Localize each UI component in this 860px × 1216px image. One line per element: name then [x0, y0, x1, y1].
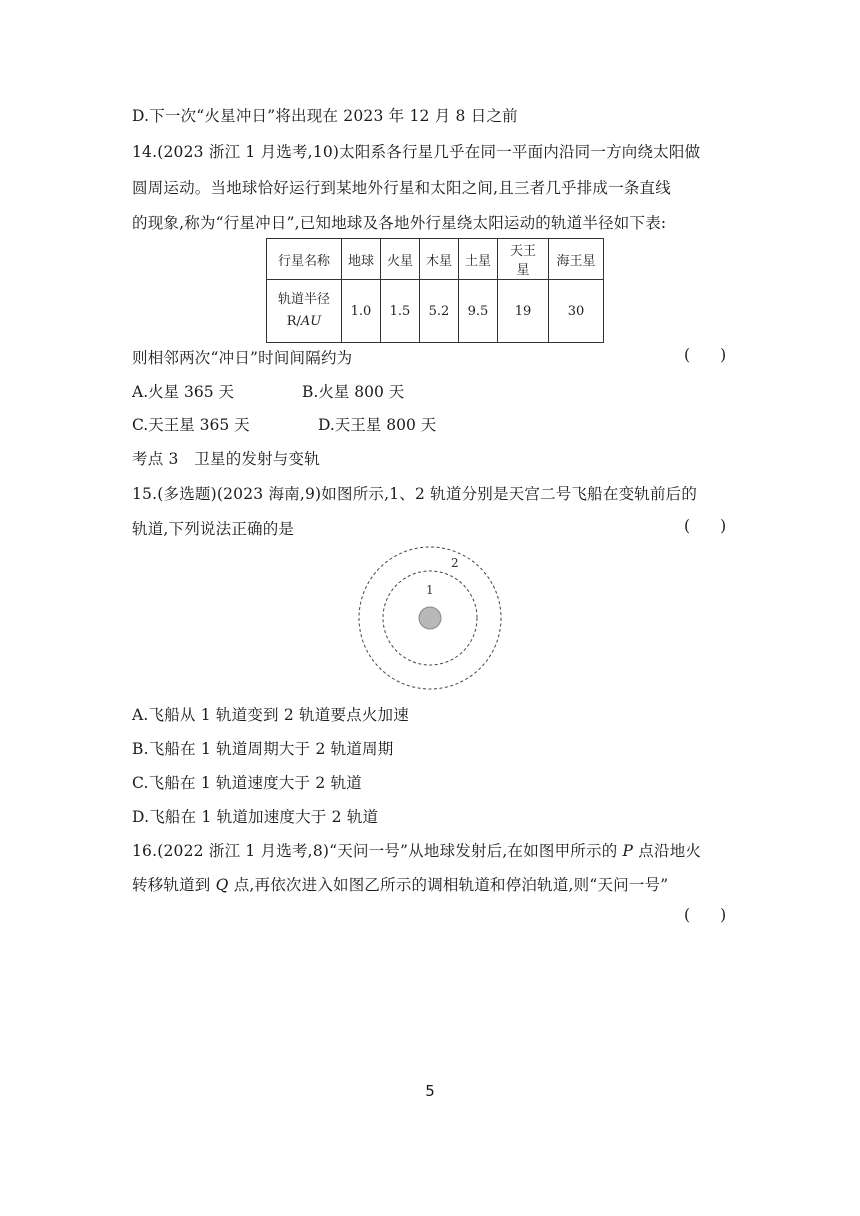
planet-mars: 火星	[381, 239, 420, 280]
paren-close: )	[720, 906, 727, 924]
q14-line1: 14.(2023 浙江 1 月选考,10)太阳系各行星几乎在同一平面内沿同一方向绕太阳做	[132, 143, 701, 161]
paren-open: (	[684, 517, 691, 535]
radius-uranus: 19	[498, 280, 549, 343]
q15-answer-blank	[684, 517, 726, 535]
row-label-line2	[273, 311, 335, 333]
radius-mars: 1.5	[381, 280, 420, 343]
q15-line1: 15.(多选题)(2023 海南,9)如图所示,1、2 轨道分别是天宫二号飞船在变轨前后的	[132, 485, 698, 503]
q15-line2: 轨道,下列说法正确的是	[132, 520, 295, 538]
radius-earth: 1.0	[342, 280, 381, 343]
q14-option-c: C.天王星 365 天	[132, 416, 250, 434]
q16-line1	[132, 839, 701, 861]
planet-earth: 地球	[342, 239, 381, 280]
radius-neptune: 30	[549, 280, 604, 343]
radius-saturn: 9.5	[459, 280, 498, 343]
orbit-2-label: 2	[451, 556, 459, 570]
point-q-label: Q	[215, 876, 229, 894]
row-label-line1: 轨道半径	[277, 292, 330, 307]
q16-answer-blank	[684, 906, 726, 924]
point-p-label: P	[622, 842, 634, 860]
q16-line1-end: 点沿地火	[633, 842, 702, 860]
planet-body	[419, 607, 441, 629]
planet-saturn: 土星	[459, 239, 498, 280]
paren-close: )	[720, 517, 727, 535]
table-header-row	[267, 239, 604, 280]
page-number: 5	[425, 1082, 435, 1100]
q14-option-d: D.天王星 800 天	[318, 416, 437, 434]
radius-jupiter: 5.2	[420, 280, 459, 343]
section-heading: 考点 3 卫星的发射与变轨	[132, 450, 320, 468]
orbit-diagram	[356, 544, 506, 694]
q13-option-d: D.下一次“火星冲日”将出现在 2023 年 12 月 8 日之前	[132, 107, 518, 125]
planet-jupiter: 木星	[420, 239, 459, 280]
row-label-unit: AU	[300, 314, 322, 329]
table-radius-row	[267, 280, 604, 343]
q14-line3: 的现象,称为“行星冲日”,已知地球及各地外行星绕太阳运动的轨道半径如下表:	[132, 214, 667, 232]
q15-option-d: D.飞船在 1 轨道加速度大于 2 轨道	[132, 808, 379, 826]
planet-uranus: 天王星	[498, 239, 549, 280]
orbit-radius-table	[266, 238, 604, 343]
paren-close: )	[720, 346, 727, 364]
q15-option-a: A.飞船从 1 轨道变到 2 轨道要点火加速	[132, 706, 409, 724]
row-label-prefix: R/	[286, 314, 301, 329]
q15-option-c: C.飞船在 1 轨道速度大于 2 轨道	[132, 774, 362, 792]
header-label: 行星名称	[267, 239, 342, 280]
planet-neptune: 海王星	[549, 239, 604, 280]
paren-open: (	[684, 906, 691, 924]
q14-option-a: A.火星 365 天	[132, 383, 235, 401]
q16-line2-end: 点,再依次进入如图乙所示的调相轨道和停泊轨道,则“天问一号”	[228, 876, 669, 894]
q14-answer-blank	[684, 346, 726, 364]
paren-open: (	[684, 346, 691, 364]
q15-option-b: B.飞船在 1 轨道周期大于 2 轨道周期	[132, 740, 394, 758]
orbit-1-label: 1	[426, 583, 434, 597]
q16-line2	[132, 873, 668, 895]
q16-line2-text: 转移轨道到	[132, 876, 216, 894]
q14-question: 则相邻两次“冲日”时间间隔约为	[132, 349, 353, 367]
q14-line2: 圆周运动。当地球恰好运行到某地外行星和太阳之间,且三者几乎排成一条直线	[132, 179, 671, 197]
q16-line1-text: 16.(2022 浙江 1 月选考,8)“天问一号”从地球发射后,在如图甲所示的	[132, 842, 623, 860]
q14-option-b: B.火星 800 天	[302, 383, 405, 401]
row-label	[267, 280, 342, 343]
